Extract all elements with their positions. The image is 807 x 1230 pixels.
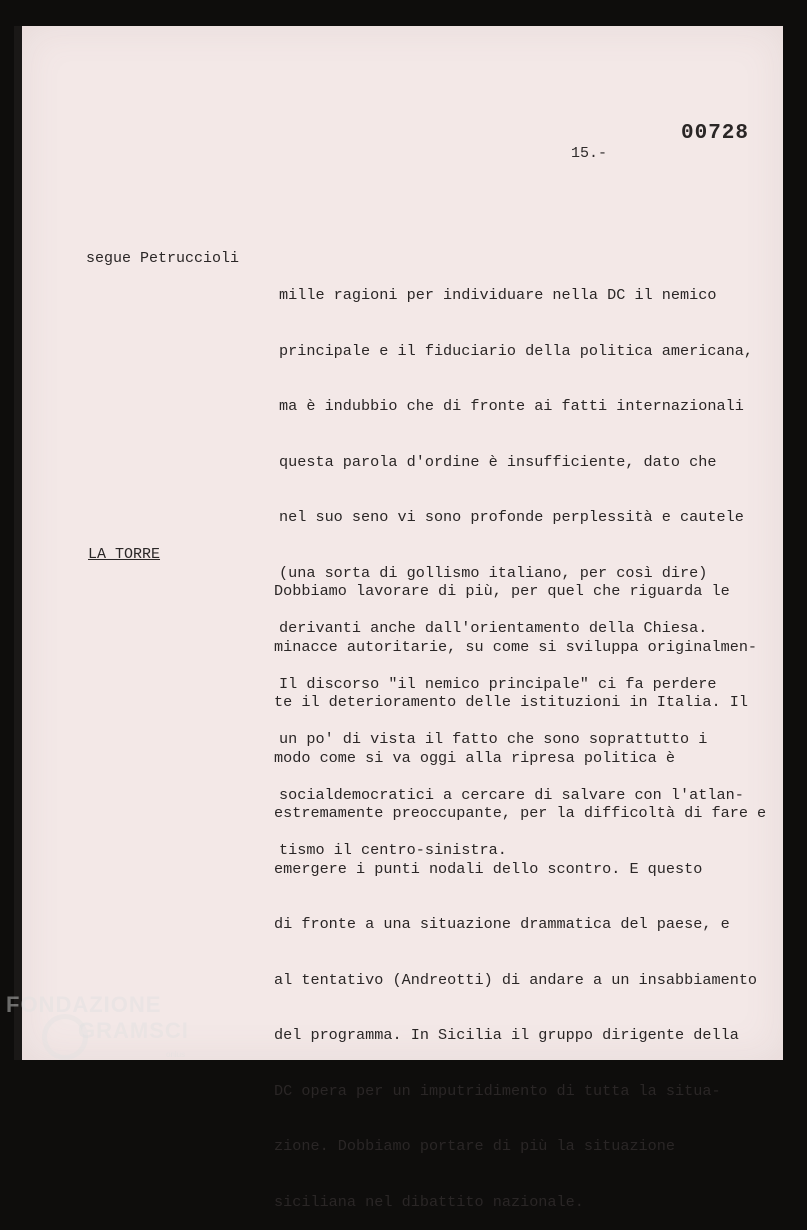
archive-number: 00728 — [681, 122, 750, 145]
text-line: siciliana nel dibattito nazionale. — [274, 1192, 584, 1211]
text-line: ma è indubbio che di fronte ai fatti internazionali — [279, 397, 744, 415]
page-number: 15.- — [571, 145, 608, 162]
text-line: socialdemocratici a cercare di salvare con l'atlan- — [279, 785, 744, 804]
text-line: te il deterioramento delle istituzioni in Italia. Il — [274, 693, 748, 711]
text-line: del programma. In Sicilia il gruppo dirigente della — [274, 1026, 739, 1044]
text-line: Il discorso "il nemico principale" ci fa perdere — [279, 674, 717, 693]
text-line: mille ragioni per individuare nella DC il nemico — [279, 286, 717, 304]
speaker-petruccioli: segue Petruccioli — [86, 250, 240, 267]
text-line: estremamente preoccupante, per la difficoltà di fare e — [274, 804, 767, 822]
speech-la-torre — [274, 545, 766, 1230]
text-line: di fronte a una situazione drammatica del paese, e — [274, 915, 730, 933]
watermark-line3: onlus — [166, 1050, 186, 1059]
watermark-line2: GRAMSCI — [78, 1018, 189, 1043]
text-line: DC opera per un imputridimento di tutta la situa- — [274, 1081, 721, 1100]
text-line: questa parola d'ordine è insufficiente, dato che — [279, 452, 717, 471]
fondazione-gramsci-watermark — [6, 990, 206, 1070]
text-line: principale e il fiduciario della politica americana, — [279, 341, 753, 360]
text-line: emergere i punti nodali dello scontro. E questo — [274, 859, 703, 878]
binder-strip — [14, 26, 22, 1060]
text-line: derivanti anche dall'orientamento della Chiesa. — [279, 619, 708, 637]
text-line: Dobbiamo lavorare di più, per quel che riguarda le — [274, 582, 730, 600]
text-line: (una sorta di gollismo italiano, per così dire) — [279, 563, 708, 582]
text-line: tismo il centro-sinistra. — [279, 841, 507, 859]
text-line: minacce autoritarie, su come si sviluppa originalmen- — [274, 637, 758, 656]
text-line: un po' di vista il fatto che sono soprattutto i — [279, 730, 708, 748]
text-line: al tentativo (Andreotti) di andare a un insabbiamento — [274, 970, 758, 989]
speaker-la-torre: LA TORRE — [88, 546, 161, 563]
text-line: nel suo seno vi sono profonde perplessità e cautele — [279, 508, 744, 526]
watermark-line1: FONDAZIONE — [6, 992, 162, 1017]
text-line: modo come si va oggi alla ripresa politica è — [274, 748, 676, 767]
text-line: zione. Dobbiamo portare di più la situazione — [274, 1137, 676, 1155]
